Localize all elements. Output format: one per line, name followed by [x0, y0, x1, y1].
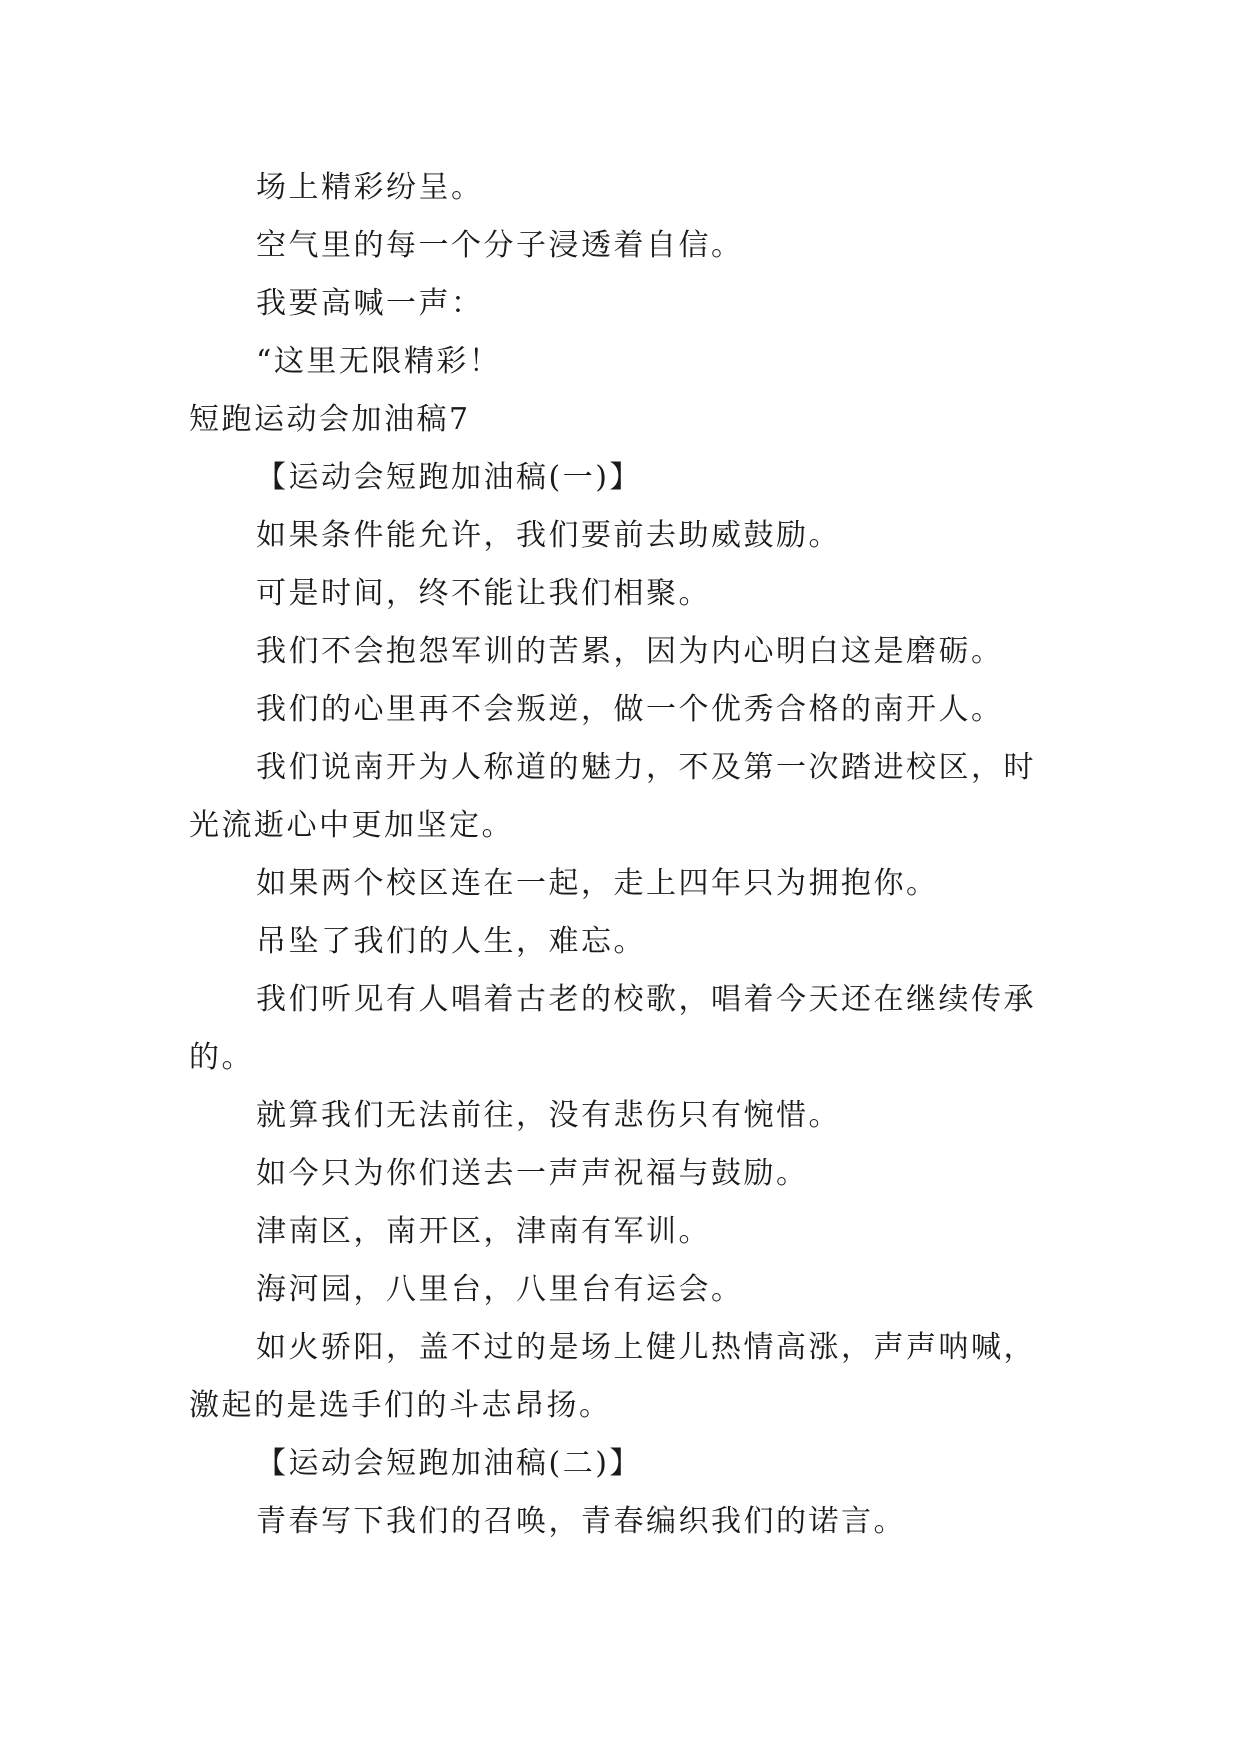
- text-line: 的。: [189, 1040, 254, 1075]
- text-line: 我们不会抱怨军训的苦累，因为内心明白这是磨砺。: [256, 634, 1004, 669]
- text-line: 如果条件能允许，我们要前去助威鼓励。: [256, 518, 841, 553]
- text-line: 如果两个校区连在一起，走上四年只为拥抱你。: [256, 866, 939, 901]
- text-line: 我们的心里再不会叛逆，做一个优秀合格的南开人。: [256, 692, 1004, 727]
- text-line: “这里无限精彩！: [256, 344, 502, 379]
- text-line: 场上精彩纷呈。: [256, 170, 484, 205]
- text-line: 津南区，南开区，津南有军训。: [256, 1214, 711, 1249]
- text-line: 空气里的每一个分子浸透着自信。: [256, 228, 744, 263]
- text-line: 我们听见有人唱着古老的校歌，唱着今天还在继续传承: [256, 982, 1036, 1017]
- text-line: 我要高喊一声：: [256, 286, 484, 321]
- text-line: 可是时间，终不能让我们相聚。: [256, 576, 711, 611]
- text-line: 光流逝心中更加坚定。: [189, 808, 514, 843]
- section-heading: 短跑运动会加油稿7: [189, 402, 471, 437]
- text-line: 激起的是选手们的斗志昂扬。: [189, 1388, 612, 1423]
- subsection-heading: 【运动会短跑加油稿(二)】: [256, 1446, 642, 1481]
- text-line: 如火骄阳，盖不过的是场上健儿热情高涨，声声呐喊，: [256, 1330, 1036, 1365]
- text-line: 吊坠了我们的人生，难忘。: [256, 924, 646, 959]
- text-line: 海河园，八里台，八里台有运会。: [256, 1272, 744, 1307]
- text-line: 青春写下我们的召唤，青春编织我们的诺言。: [256, 1504, 906, 1539]
- text-line: 如今只为你们送去一声声祝福与鼓励。: [256, 1156, 809, 1191]
- text-line: 就算我们无法前往，没有悲伤只有惋惜。: [256, 1098, 841, 1133]
- subsection-heading: 【运动会短跑加油稿(一)】: [256, 460, 642, 495]
- text-line: 我们说南开为人称道的魅力，不及第一次踏进校区，时: [256, 750, 1036, 785]
